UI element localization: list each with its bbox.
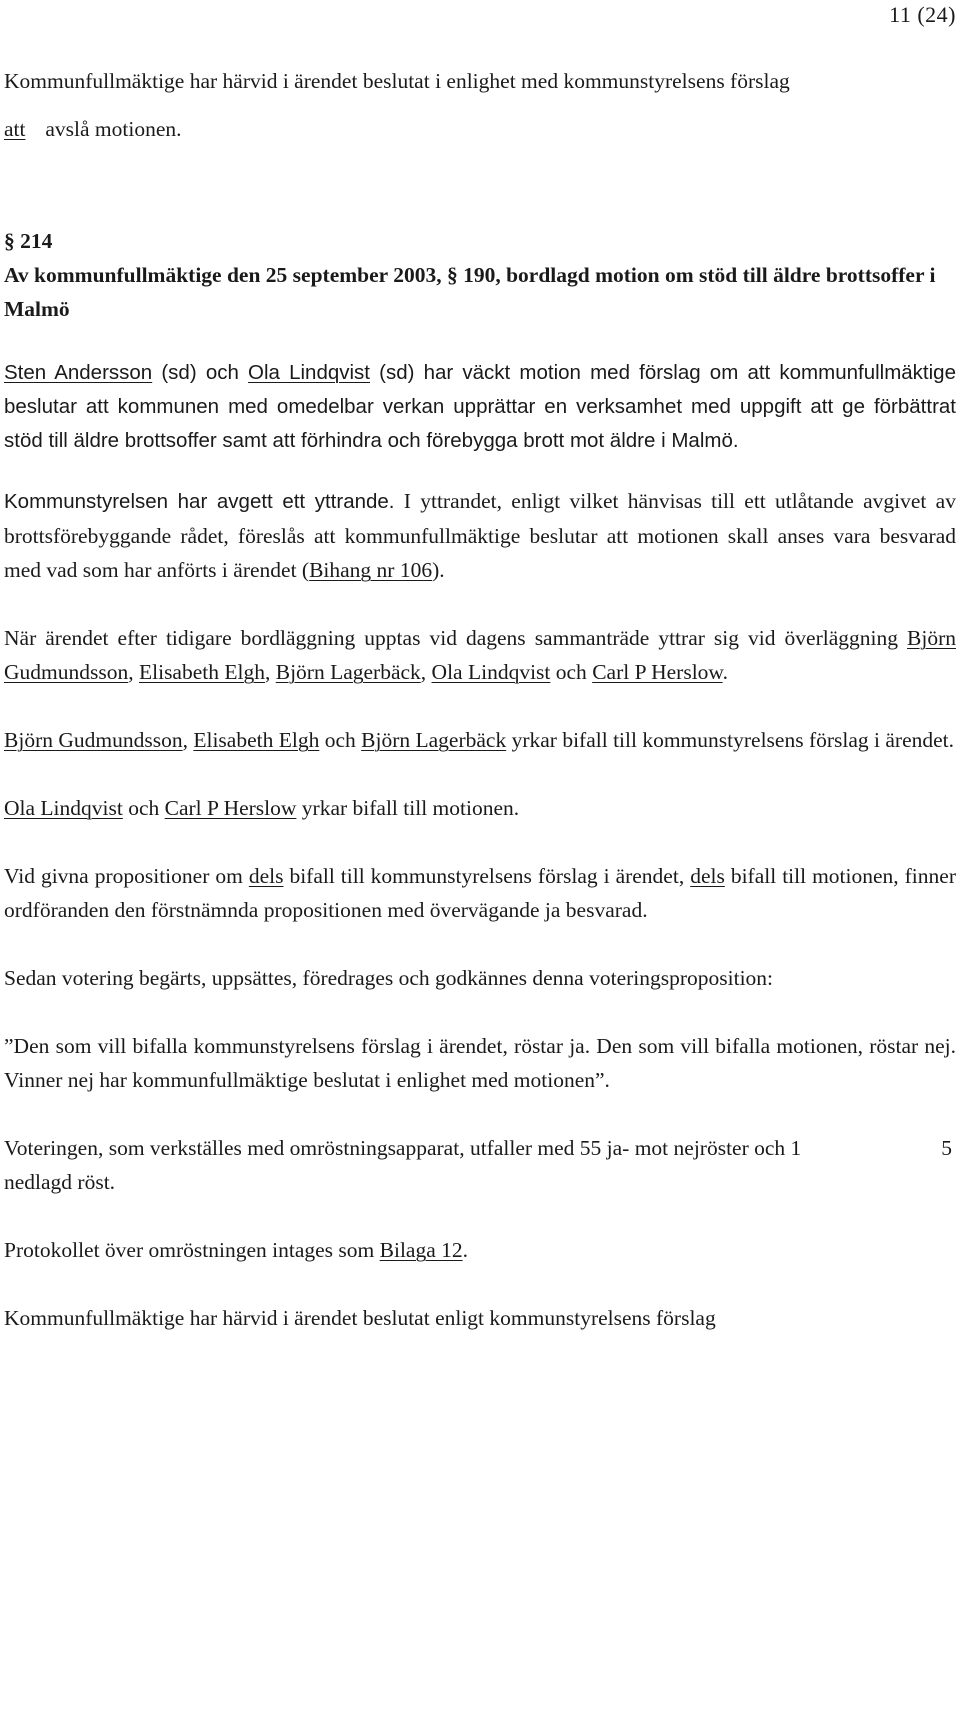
bihang-link[interactable]: Bihang nr 106 (309, 558, 433, 582)
propositions-text-1: Vid givna propositioner om (4, 864, 249, 888)
intro-text: Kommunfullmäktige har härvid i ärendet beslutat i enlighet med kommunstyrelsens förslag (4, 69, 790, 93)
propositions-paragraph (4, 859, 956, 927)
dels-word: dels (690, 864, 725, 888)
person-link-sten-andersson[interactable]: Sten Andersson (4, 361, 153, 384)
speaker-link-bjorn-lagerback[interactable]: Björn Lagerbäck (275, 660, 421, 684)
voting-proposition-paragraph: ”Den som vill bifalla kommunstyrelsens förslag i ärendet, röstar ja. Den som vill bifalla motionen, röstar nej. Vinner nej har kommunfullmäktige beslutat i enlighet med motionen”. (4, 1034, 956, 1092)
debate-sep: , (420, 660, 432, 684)
propositions-text-2: bifall till kommunstyrelsens förslag i ärendet, (283, 864, 691, 888)
claim-sep: och (319, 728, 362, 752)
document-body (4, 64, 956, 1335)
section-214 (4, 224, 956, 326)
speaker-link-bjorn-gudmundsson[interactable]: Björn Gudmundsson (4, 626, 956, 684)
claim-sep: och (122, 796, 165, 820)
statement-end: ). (432, 558, 445, 582)
claim-text: yrkar bifall till motionen. (296, 796, 520, 820)
motion-paragraph (4, 356, 956, 458)
claim-link-elisabeth-elgh[interactable]: Elisabeth Elgh (193, 728, 320, 752)
debate-sep: och (550, 660, 593, 684)
claim-link-bjorn-gudmundsson[interactable]: Björn Gudmundsson (4, 728, 183, 752)
claim-paragraph-2 (4, 791, 956, 825)
claim-link-ola-lindqvist[interactable]: Ola Lindqvist (4, 796, 123, 820)
statement-text: I yttrandet, enligt vilket hänvisas till ett utlåtande avgivet av brottsförebyggande rådet, föreslås att kommunfullmäktige beslutar att motionen skall anses vara besvarad med vad som har anförts i ärendet ( (4, 489, 956, 582)
voting-result-row (4, 1131, 956, 1199)
claim-link-bjorn-lagerback[interactable]: Björn Lagerbäck (361, 728, 507, 752)
claim-text: yrkar bifall till kommunstyrelsens förslag i ärendet. (506, 728, 955, 752)
claim-paragraph-1 (4, 723, 956, 757)
debate-paragraph (4, 621, 956, 689)
motion-text-2: (sd) har väckt motion med förslag om att kommunfullmäktige beslutar att kommunen med omedelbar verkan upprättar en verksamhet med uppgift att ge förbättrat stöd till äldre brottsoffer samt att förhindra och förebygga brott mot äldre i Malmö. (4, 361, 956, 452)
claim-link-carl-p-herslow[interactable]: Carl P Herslow (164, 796, 297, 820)
section-number: § 214 (4, 229, 53, 253)
statement-lead: Kommunstyrelsen har avgett ett yttrande. (4, 490, 395, 513)
att-word: att (4, 117, 26, 141)
voting-result-paragraph: Voteringen, som verkställes med omröstningsapparat, utfaller med 55 ja- mot nejröster och 1 nedlagd röst. (4, 1136, 802, 1194)
debate-end: . (722, 660, 728, 684)
voting-request-paragraph: Sedan votering begärts, uppsättes, föredrages och godkännes denna voteringsproposition: (4, 966, 774, 990)
section-heading-part-2: 190, bordlagd motion om stöd till äldre brottsoffer i Malmö (4, 263, 936, 321)
decision-att-line (4, 112, 956, 146)
dels-word: dels (248, 864, 284, 888)
intro-paragraph (4, 64, 956, 98)
debate-sep: , (128, 660, 139, 684)
speaker-link-ola-lindqvist[interactable]: Ola Lindqvist (431, 660, 551, 684)
debate-sep: , (264, 660, 276, 684)
speaker-link-elisabeth-elgh[interactable]: Elisabeth Elgh (138, 660, 265, 684)
bilaga-link[interactable]: Bilaga 12 (379, 1238, 463, 1262)
statement-paragraph (4, 484, 956, 587)
motion-text-1: (sd) och (152, 361, 249, 384)
att-text: avslå motionen. (45, 117, 182, 141)
final-decision-paragraph: Kommunfullmäktige har härvid i ärendet beslutat enligt kommunstyrelsens förslag (4, 1306, 716, 1330)
paragraph-sign: § (446, 263, 458, 287)
protocol-text: Protokollet över omröstningen intages som (4, 1238, 380, 1262)
protocol-end: . (462, 1238, 468, 1262)
protocol-paragraph (4, 1233, 956, 1267)
section-heading (4, 258, 956, 326)
claim-sep: , (182, 728, 194, 752)
page-number: 11 (24) (889, 2, 956, 27)
section-heading-part-1: Av kommunfullmäktige den 25 september 2003, (4, 263, 442, 287)
debate-text: När ärendet efter tidigare bordläggning upptas vid dagens sammanträde yttrar sig vid överläggning (4, 626, 908, 650)
propositions-text-3: bifall till motionen, finner ordföranden den förstnämnda propositionen med övervägande ja besvarad. (4, 864, 956, 922)
speaker-link-carl-p-herslow[interactable]: Carl P Herslow (592, 660, 723, 684)
margin-line-number: 5 (941, 1136, 952, 1160)
person-link-ola-lindqvist[interactable]: Ola Lindqvist (248, 361, 370, 384)
